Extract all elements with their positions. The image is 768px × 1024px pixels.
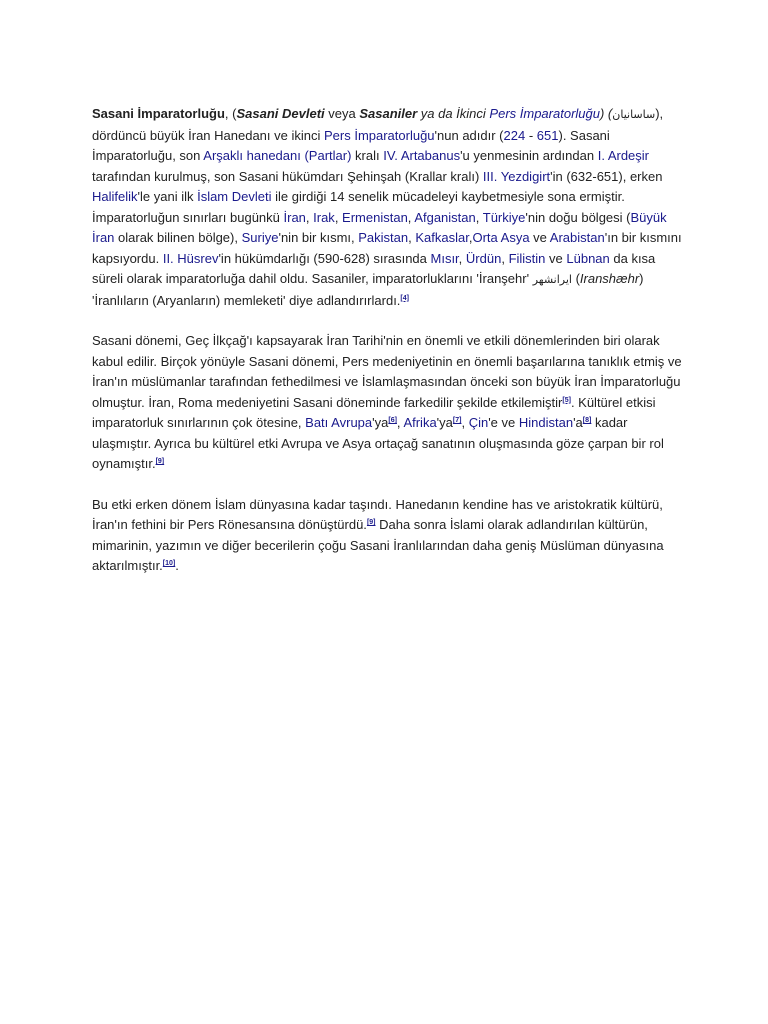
text: kralı	[351, 148, 384, 163]
text: 'in hükümdarlığı (590-628) sırasında	[218, 250, 431, 266]
text: (	[571, 271, 580, 286]
link-halifelik[interactable]: Halifelik	[92, 189, 138, 204]
text: 'in (632-651), erken	[550, 168, 663, 184]
text: Bu etki erken dönem İslam dünyasına kadar taşındı. Hanedanın kendine has ve aristokratik kültürü, İran'ın fethini bir Pers Rönesansına dönüştürdü.	[92, 496, 663, 532]
persian-iranshahr: ايرانشهر	[532, 273, 572, 286]
text: ve	[545, 250, 567, 266]
link-year-224[interactable]: 224	[503, 127, 526, 143]
footnote-ref[interactable]: [10]	[162, 560, 176, 567]
text: ) (	[599, 106, 613, 121]
text: ,	[305, 209, 314, 225]
text: 'nin bir kısmı,	[278, 230, 359, 245]
text: ,	[468, 230, 473, 245]
link-irak[interactable]: Irak	[313, 209, 335, 225]
text: da kısa süreli olarak imparatorluğa dahil oldu. Sasaniler, imparatorluklarını 'İranşehr'	[92, 250, 656, 286]
link-i-ardesir[interactable]: I. Ardeşir	[597, 148, 649, 163]
text: 'nun adıdır (	[434, 127, 504, 143]
footnote-ref[interactable]: [9]	[155, 458, 165, 465]
text: ,	[461, 415, 469, 430]
link-arabistan[interactable]: Arabistan	[549, 230, 605, 245]
text: ,	[407, 209, 415, 225]
text: veya	[324, 106, 360, 121]
footnote-ref[interactable]: [8]	[582, 417, 592, 424]
text: Daha sonra İslami olarak adlandırılan kültürün, mimarinin, yazımın ve diğer becerilerin çoğu Sasani İranlılarından daha geniş Müslüman dünyasına aktarılmıştır.	[92, 517, 664, 573]
text: 'ya	[436, 415, 453, 430]
text: 'ın bir kısmını kapsıyordu.	[92, 230, 682, 266]
footnote-ref[interactable]: [9]	[366, 519, 376, 526]
link-islam-devleti[interactable]: İslam Devleti	[197, 189, 272, 204]
text: 'u yenmesinin ardından	[460, 148, 598, 163]
link-cin[interactable]: Çin	[468, 415, 489, 430]
text: ,	[475, 209, 483, 225]
text: . Kültürel etkisi imparatorluk sınırlarının çok ötesine,	[92, 394, 656, 430]
text: -	[525, 127, 537, 143]
text: ,	[458, 250, 466, 266]
text: 'nin doğu bölgesi (	[525, 209, 631, 225]
link-iran[interactable]: İran	[283, 209, 306, 225]
link-filistin[interactable]: Filistin	[508, 250, 546, 266]
article-subject: Sasani İmparatorluğu	[92, 106, 225, 121]
text: 'a	[573, 415, 583, 430]
link-pakistan[interactable]: Pakistan	[358, 230, 409, 245]
paragraph-intro	[92, 104, 682, 311]
link-ii-husrev[interactable]: II. Hüsrev	[162, 250, 219, 266]
text: .	[175, 558, 179, 573]
link-iii-yezdigirt[interactable]: III. Yezdigirt	[482, 168, 551, 184]
text: 'ya	[372, 415, 389, 430]
link-ermenistan[interactable]: Ermenistan	[342, 209, 408, 225]
link-orta-asya[interactable]: Orta Asya	[472, 230, 530, 245]
text: Sasani dönemi, Geç İlkçağ'ı kapsayarak İran Tarihi'nin en önemli ve etkili dönemlerinden biri olarak kabul edilir. Birçok yönüyle Sasani dönemi, Pers medeniyetinin en önemli başarılarına tanıklık etmiş ve İran'ın müslümanlar tarafından fethedilmesi ve İslamlaşmasından önceki son büyük İran İmparatorluğu olmuştur. İran, Roma medeniyetini Sasani döneminde farkedilir şekilde etkilemiştir	[92, 333, 682, 410]
text: ve	[529, 230, 550, 245]
footnote-ref[interactable]: [4]	[400, 294, 409, 302]
link-bati-avrupa[interactable]: Batı Avrupa	[305, 415, 373, 430]
link-suriye[interactable]: Suriye	[241, 230, 279, 245]
article-body	[92, 104, 682, 597]
iranshaehr-term: Iranshæhr	[579, 271, 640, 286]
text: ya da İkinci	[417, 106, 490, 121]
alt-name-sasaniler: Sasaniler	[359, 106, 418, 121]
link-hindistan[interactable]: Hindistan	[518, 415, 574, 430]
link-turkiye[interactable]: Türkiye	[482, 209, 526, 225]
link-kafkaslar[interactable]: Kafkaslar	[415, 230, 469, 245]
paragraph-significance	[92, 331, 682, 475]
link-afrika[interactable]: Afrika	[403, 415, 437, 430]
text: ,	[334, 209, 343, 225]
text: ), dördüncü büyük İran Hanedanı ve ikinci	[92, 106, 664, 143]
link-afganistan[interactable]: Afganistan	[414, 209, 476, 225]
link-buyuk-iran[interactable]: Büyük İran	[92, 209, 667, 245]
text: 'le yani ilk	[137, 189, 198, 204]
text: olarak bilinen bölge),	[114, 230, 242, 245]
footnote-ref[interactable]: [7]	[452, 417, 462, 424]
link-pers-imparatorlugu[interactable]: Pers İmparatorluğu	[489, 106, 600, 121]
paragraph-islamic-influence	[92, 495, 682, 577]
text: ) 'İranlıların (Aryanların) memleketi' diye adlandırırlardı.	[92, 271, 644, 308]
text: ). Sasani İmparatorluğu, son	[92, 127, 610, 163]
text: tarafından kurulmuş, son Sasani hükümdarı Şehinşah (Krallar kralı)	[92, 168, 483, 184]
text: , (	[224, 106, 237, 121]
text: ,	[396, 415, 404, 430]
text: 'e ve	[488, 415, 519, 430]
link-lubnan[interactable]: Lübnan	[566, 250, 610, 266]
link-pers-imparatorlugu-2[interactable]: Pers İmparatorluğu	[323, 127, 435, 143]
text: ,	[408, 230, 416, 245]
text: ile girdiği 14 senelik mücadeleyi kaybetmesiyle sona ermiştir. İmparatorluğun sınırları bugünkü	[92, 189, 625, 225]
link-arsakli-hanedani[interactable]: Arşaklı hanedanı (Partlar)	[203, 148, 352, 163]
footnote-ref[interactable]: [5]	[562, 396, 571, 404]
text: kadar ulaşmıştır. Ayrıca bu kültürel etki Avrupa ve Asya ortaçağ sanatının oluşmasında göze çarpan bir rol oynamıştır.	[92, 415, 664, 471]
persian-name: ساسانيان	[612, 108, 656, 121]
link-urdun[interactable]: Ürdün	[465, 250, 502, 266]
alt-name-sasani-devleti: Sasani Devleti	[236, 106, 325, 121]
link-iv-artabanus[interactable]: IV. Artabanus	[383, 148, 461, 163]
link-misir[interactable]: Mısır	[430, 250, 459, 266]
text: ,	[501, 250, 509, 266]
footnote-ref[interactable]: [6]	[388, 417, 397, 424]
link-year-651[interactable]: 651	[536, 127, 559, 143]
